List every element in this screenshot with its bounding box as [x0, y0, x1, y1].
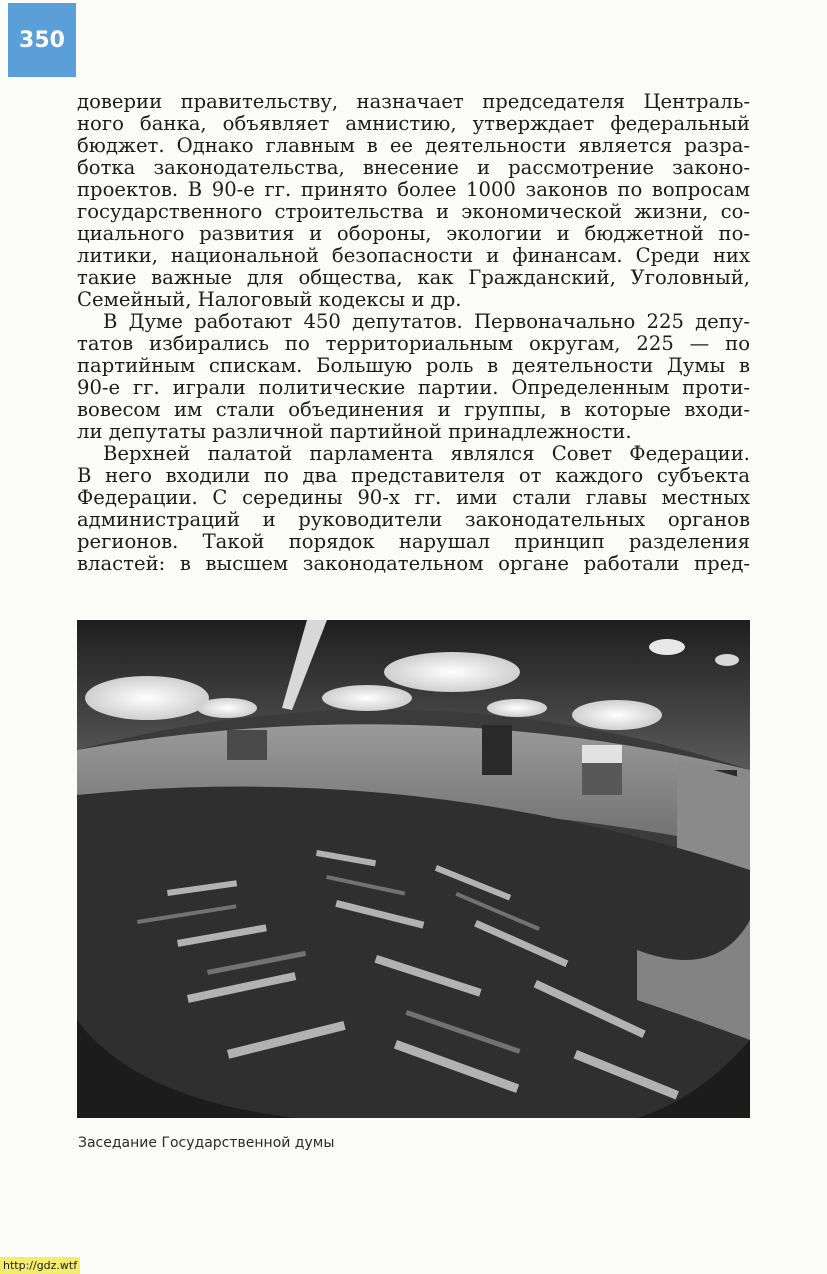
text-line: В него входили по два представителя от каждого субъекта — [77, 464, 750, 487]
duma-session-photo — [77, 620, 750, 1118]
text-line: партийным спискам. Большую роль в деятельности Думы в — [77, 354, 750, 377]
paragraph-3 — [77, 443, 750, 575]
body-text — [77, 91, 750, 575]
text-line: доверии правительству, назначает председателя Централь- — [77, 90, 750, 113]
duma-hall-illustration — [77, 620, 750, 1118]
photo-caption: Заседание Государственной думы — [78, 1135, 335, 1151]
text-line: администраций и руководители законодательных органов — [77, 508, 750, 531]
text-line: литики, национальной безопасности и финансам. Среди них — [77, 244, 750, 267]
text-line: Семейный, Налоговый кодексы и др. — [77, 288, 462, 311]
text-line: властей: в высшем законодательном органе работали пред- — [77, 552, 750, 575]
paragraph-2 — [77, 311, 750, 443]
text-line: такие важные для общества, как Гражданский, Уголовный, — [77, 266, 750, 289]
text-line: ботка законодательства, внесение и рассмотрение законо- — [77, 156, 750, 179]
text-line: Федерации. С середины 90-х гг. ими стали главы местных — [77, 486, 750, 509]
text-line: регионов. Такой порядок нарушал принцип разделения — [77, 530, 750, 553]
text-line: В Думе работают 450 депутатов. Первоначально 225 депу- — [103, 310, 750, 333]
page-number-badge: 350 — [8, 3, 76, 77]
text-line: проектов. В 90-е гг. принято более 1000 законов по вопросам — [77, 178, 750, 201]
paragraph-1 — [77, 91, 750, 311]
text-line: Верхней палатой парламента являлся Совет Федерации. — [103, 442, 750, 465]
text-line: бюджет. Однако главным в ее деятельности является разра- — [77, 134, 750, 157]
text-line: 90-е гг. играли политические партии. Определенным проти- — [77, 376, 750, 399]
text-line: циального развития и обороны, экологии и бюджетной по- — [77, 222, 750, 245]
text-line: государственного строительства и экономической жизни, со- — [77, 200, 750, 223]
watermark-link[interactable]: http://gdz.wtf — [0, 1257, 80, 1274]
text-line: ного банка, объявляет амнистию, утверждает федеральный — [77, 112, 750, 135]
text-line: вовесом им стали объединения и группы, в которые входи- — [77, 398, 750, 421]
text-line: татов избирались по территориальным округам, 225 — по — [77, 332, 750, 355]
text-line: ли депутаты различной партийной принадлежности. — [77, 420, 632, 443]
